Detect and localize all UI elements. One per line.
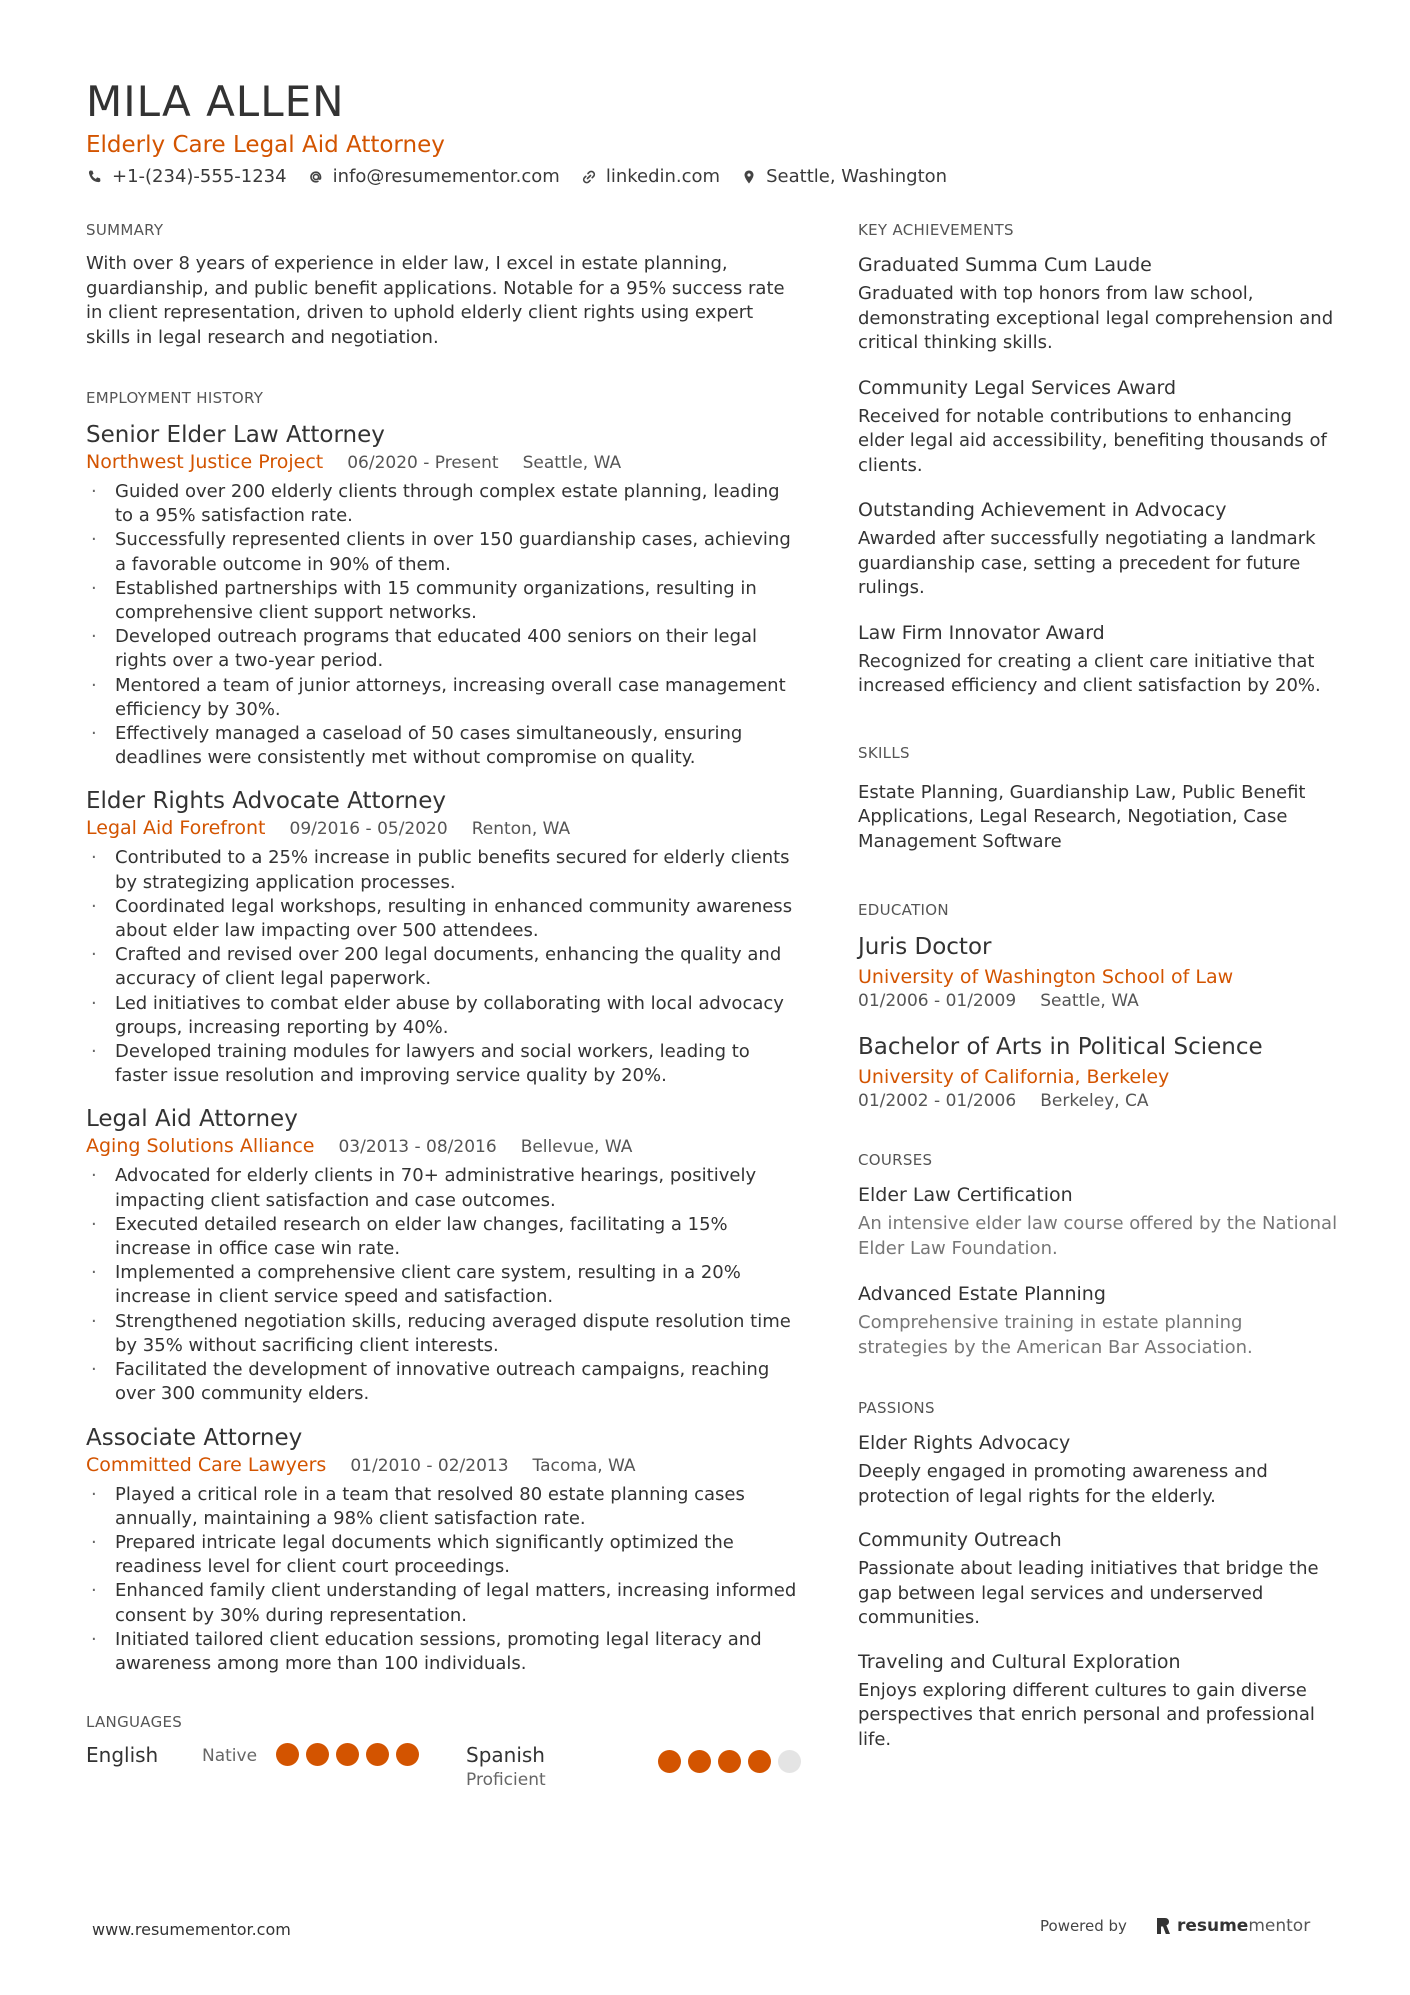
education-location: Seattle, WA (1040, 991, 1139, 1011)
summary-section (86, 220, 801, 350)
brand-logo[interactable] (1155, 1916, 1310, 1936)
footer-branding (1040, 1916, 1310, 1936)
brand-bold-text: resume (1176, 1916, 1249, 1936)
education-meta (858, 990, 1338, 1012)
job-bullet: · Mentored a team of junior attorneys, increasing overall case management efficiency by 30%. (86, 674, 801, 722)
job-bullet: · Crafted and revised over 200 legal documents, enhancing the quality and accuracy of client legal paperwork. (86, 943, 801, 991)
job-entry (86, 1423, 801, 1677)
skills-heading: SKILLS (858, 743, 910, 762)
job-dates: 06/2020 - Present (347, 453, 499, 473)
summary-text: With over 8 years of experience in elder law, I excel in estate planning, guardianship, and public benefit applications. Notable for a 95% success rate in client representation, driven to uphold elderly client rights using expert skills in legal research and negotiation. (86, 253, 785, 348)
job-title: Senior Elder Law Attorney (86, 422, 385, 448)
job-bullet: · Guided over 200 elderly clients through complex estate planning, leading to a 95% satisfaction rate. (86, 480, 801, 528)
job-dates: 03/2013 - 08/2016 (338, 1137, 497, 1158)
languages-heading: LANGUAGES (86, 1713, 183, 1732)
courses-heading: COURSES (858, 1151, 933, 1169)
job-meta (86, 450, 801, 475)
job-meta (86, 816, 801, 841)
achievement-item (858, 252, 1338, 356)
job-bullet: · Prepared intricate legal documents which significantly optimized the readiness level for client court proceedings. (86, 1531, 801, 1579)
passions-heading: PASSIONS (858, 1399, 935, 1417)
phone-icon (86, 168, 104, 186)
job-bullets (86, 1164, 801, 1406)
job-company: Northwest Justice Project (86, 451, 324, 473)
job-bullet: · Established partnerships with 15 community organizations, resulting in comprehensive client support networks. (86, 577, 801, 625)
achievement-item (858, 620, 1338, 699)
job-bullets (86, 1483, 801, 1677)
job-bullet: · Executed detailed research on elder law changes, facilitating a 15% increase in office case win rate. (86, 1213, 801, 1261)
contact-location (740, 166, 947, 187)
rating-dot-filled (748, 1750, 771, 1773)
education-degree: Bachelor of Arts in Political Science (858, 1034, 1263, 1060)
courses-section (858, 1150, 1338, 1360)
contact-email[interactable] (307, 166, 560, 187)
education-dates: 01/2006 - 01/2009 (858, 991, 1017, 1011)
powered-by-text: Powered by (1040, 1917, 1127, 1935)
rating-dot-empty (778, 1750, 801, 1773)
passion-desc: Passionate about leading initiatives that bridge the gap between legal services and underserved communities. (858, 1558, 1319, 1628)
achievement-title: Outstanding Achievement in Advocacy (858, 499, 1227, 521)
language-rating (658, 1742, 801, 1792)
rating-dot-filled (396, 1743, 419, 1766)
rating-dot-filled (366, 1743, 389, 1766)
candidate-title: Elderly Care Legal Aid Attorney (86, 132, 445, 158)
job-bullet: · Contributed to a 25% increase in public benefits secured for elderly clients by strategizing application processes. (86, 846, 801, 894)
job-bullet: · Played a critical role in a team that resolved 80 estate planning cases annually, maintaining a 98% client satisfaction rate. (86, 1483, 801, 1531)
job-location: Tacoma, WA (532, 1455, 636, 1476)
course-desc: An intensive elder law course offered by the National Elder Law Foundation. (858, 1213, 1338, 1259)
job-bullets (86, 846, 801, 1088)
link-icon (580, 168, 598, 186)
achievement-desc: Awarded after successfully negotiating a landmark guardianship case, setting a precedent for future rulings. (858, 528, 1316, 598)
job-entry (86, 420, 801, 770)
job-bullet: · Strengthened negotiation skills, reducing averaged dispute resolution time by 35% without sacrificing client interests. (86, 1310, 801, 1358)
job-bullet: · Successfully represented clients in over 150 guardianship cases, achieving a favorable outcome in 90% of them. (86, 528, 801, 576)
achievement-desc: Recognized for creating a client care initiative that increased efficiency and client satisfaction by 20%. (858, 650, 1321, 696)
job-bullet: · Initiated tailored client education sessions, promoting legal literacy and awareness among more than 100 individuals. (86, 1628, 801, 1676)
skills-text: Estate Planning, Guardianship Law, Public Benefit Applications, Legal Research, Negotiation, Case Management Software (858, 781, 1306, 852)
contact-linkedin[interactable] (580, 166, 720, 187)
achievement-title: Law Firm Innovator Award (858, 621, 1105, 644)
achievement-desc: Graduated with top honors from law school, demonstrating exceptional legal comprehension and critical thinking skills. (858, 283, 1334, 353)
passion-item (858, 1527, 1338, 1631)
course-item (858, 1182, 1338, 1261)
rating-dot-filled (688, 1750, 711, 1773)
job-bullet: · Developed outreach programs that educated 400 seniors on their legal rights over a two-year period. (86, 625, 801, 673)
phone-text: +1-(234)-555-1234 (112, 166, 287, 187)
rating-dot-filled (306, 1743, 329, 1766)
contact-phone (86, 166, 287, 187)
job-bullet: · Led initiatives to combat elder abuse by collaborating with local advocacy groups, increasing reporting by 40%. (86, 992, 801, 1040)
rating-dot-filled (718, 1750, 741, 1773)
job-location: Bellevue, WA (520, 1137, 633, 1158)
job-bullets (86, 480, 801, 770)
job-bullet: · Effectively managed a caseload of 50 cases simultaneously, ensuring deadlines were consistently met without compromise on quality. (86, 722, 801, 770)
education-heading: EDUCATION (858, 901, 949, 919)
languages-row (86, 1742, 801, 1792)
languages-section (86, 1712, 801, 1792)
summary-heading: SUMMARY (86, 221, 164, 239)
passion-title: Community Outreach (858, 1529, 1062, 1551)
job-meta (86, 1134, 801, 1159)
passion-title: Elder Rights Advocacy (858, 1432, 1071, 1454)
passion-desc: Enjoys exploring different cultures to gain diverse perspectives that enrich personal and professional life. (858, 1679, 1315, 1750)
job-bullet: · Advocated for elderly clients in 70+ administrative hearings, positively impacting client satisfaction and case outcomes. (86, 1164, 801, 1212)
location-text: Seattle, Washington (766, 166, 948, 187)
job-bullet: · Developed training modules for lawyers and social workers, leading to faster issue resolution and improving service quality by 20%. (86, 1040, 801, 1088)
employment-heading: EMPLOYMENT HISTORY (86, 389, 264, 407)
passion-item (858, 1430, 1338, 1509)
job-title: Associate Attorney (86, 1424, 303, 1451)
education-degree: Juris Doctor (858, 934, 992, 960)
skills-section (858, 743, 1338, 855)
resume-header (86, 76, 1336, 187)
achievement-item (858, 497, 1338, 601)
job-title: Elder Rights Advocate Attorney (86, 788, 446, 815)
contact-bar (86, 166, 1336, 187)
job-location: Renton, WA (471, 819, 571, 840)
employment-section (86, 388, 801, 1676)
job-location: Seattle, WA (522, 453, 622, 473)
language-name: Spanish (466, 1743, 545, 1768)
location-pin-icon (740, 168, 758, 186)
job-meta (86, 1453, 801, 1478)
education-meta (858, 1090, 1338, 1112)
linkedin-text: linkedin.com (605, 166, 721, 187)
language-rating (276, 1742, 419, 1792)
passion-desc: Deeply engaged in promoting awareness and protection of legal rights for the elderly. (858, 1461, 1268, 1507)
education-school: University of Washington School of Law (858, 966, 1234, 988)
education-section (858, 900, 1338, 1112)
achievement-title: Graduated Summa Cum Laude (858, 254, 1152, 276)
job-entry (86, 786, 801, 1088)
job-company: Legal Aid Forefront (86, 817, 266, 840)
job-dates: 09/2016 - 05/2020 (289, 819, 448, 840)
achievement-title: Community Legal Services Award (858, 376, 1177, 399)
course-title: Advanced Estate Planning (858, 1283, 1106, 1305)
language-english (86, 1742, 466, 1792)
language-text-group (466, 1742, 546, 1792)
left-column (86, 220, 801, 1792)
education-item (858, 932, 1338, 1012)
candidate-name: MILA ALLEN (86, 77, 345, 126)
language-name: English (86, 1743, 159, 1768)
language-spanish (466, 1742, 801, 1792)
rating-dot-filled (658, 1750, 681, 1773)
job-company: Committed Care Lawyers (86, 1453, 327, 1476)
footer-website[interactable]: www.resumementor.com (92, 1920, 291, 1939)
job-entry (86, 1104, 801, 1406)
language-level: Native (202, 1746, 258, 1767)
job-bullet: · Coordinated legal workshops, resulting in enhanced community awareness about elder law impacting over 500 attendees. (86, 895, 801, 943)
job-company: Aging Solutions Alliance (86, 1135, 315, 1158)
passion-item (858, 1649, 1338, 1753)
passions-section (858, 1398, 1338, 1752)
job-bullet: · Facilitated the development of innovative outreach campaigns, reaching over 300 community elders. (86, 1358, 801, 1406)
rating-dot-filled (276, 1743, 299, 1766)
achievement-item (858, 375, 1338, 479)
achievements-section (858, 220, 1338, 699)
achievement-desc: Received for notable contributions to enhancing elder legal aid accessibility, benefiting thousands of clients. (858, 405, 1327, 476)
course-title: Elder Law Certification (858, 1184, 1073, 1206)
passion-title: Traveling and Cultural Exploration (858, 1650, 1181, 1673)
job-bullet: · Implemented a comprehensive client care system, resulting in a 20% increase in client service speed and satisfaction. (86, 1261, 801, 1309)
education-dates: 01/2002 - 01/2006 (858, 1091, 1017, 1111)
job-title: Legal Aid Attorney (86, 1106, 298, 1133)
education-item (858, 1032, 1338, 1112)
brand-rest-text: mentor (1248, 1916, 1311, 1936)
at-icon (307, 168, 325, 186)
education-school: University of California, Berkeley (858, 1066, 1170, 1088)
job-dates: 01/2010 - 02/2013 (350, 1455, 509, 1476)
job-bullet: · Enhanced family client understanding of legal matters, increasing informed consent by 30% during representation. (86, 1579, 801, 1627)
course-desc: Comprehensive training in estate planning strategies by the American Bar Association. (858, 1312, 1253, 1358)
education-location: Berkeley, CA (1040, 1091, 1149, 1111)
brand-mark-icon (1155, 1917, 1171, 1935)
right-column (858, 220, 1338, 1752)
rating-dot-filled (336, 1743, 359, 1766)
course-item (858, 1281, 1338, 1360)
language-level: Proficient (466, 1770, 546, 1791)
achievements-heading: KEY ACHIEVEMENTS (858, 221, 1014, 239)
email-text: info@resumementor.com (332, 166, 560, 187)
